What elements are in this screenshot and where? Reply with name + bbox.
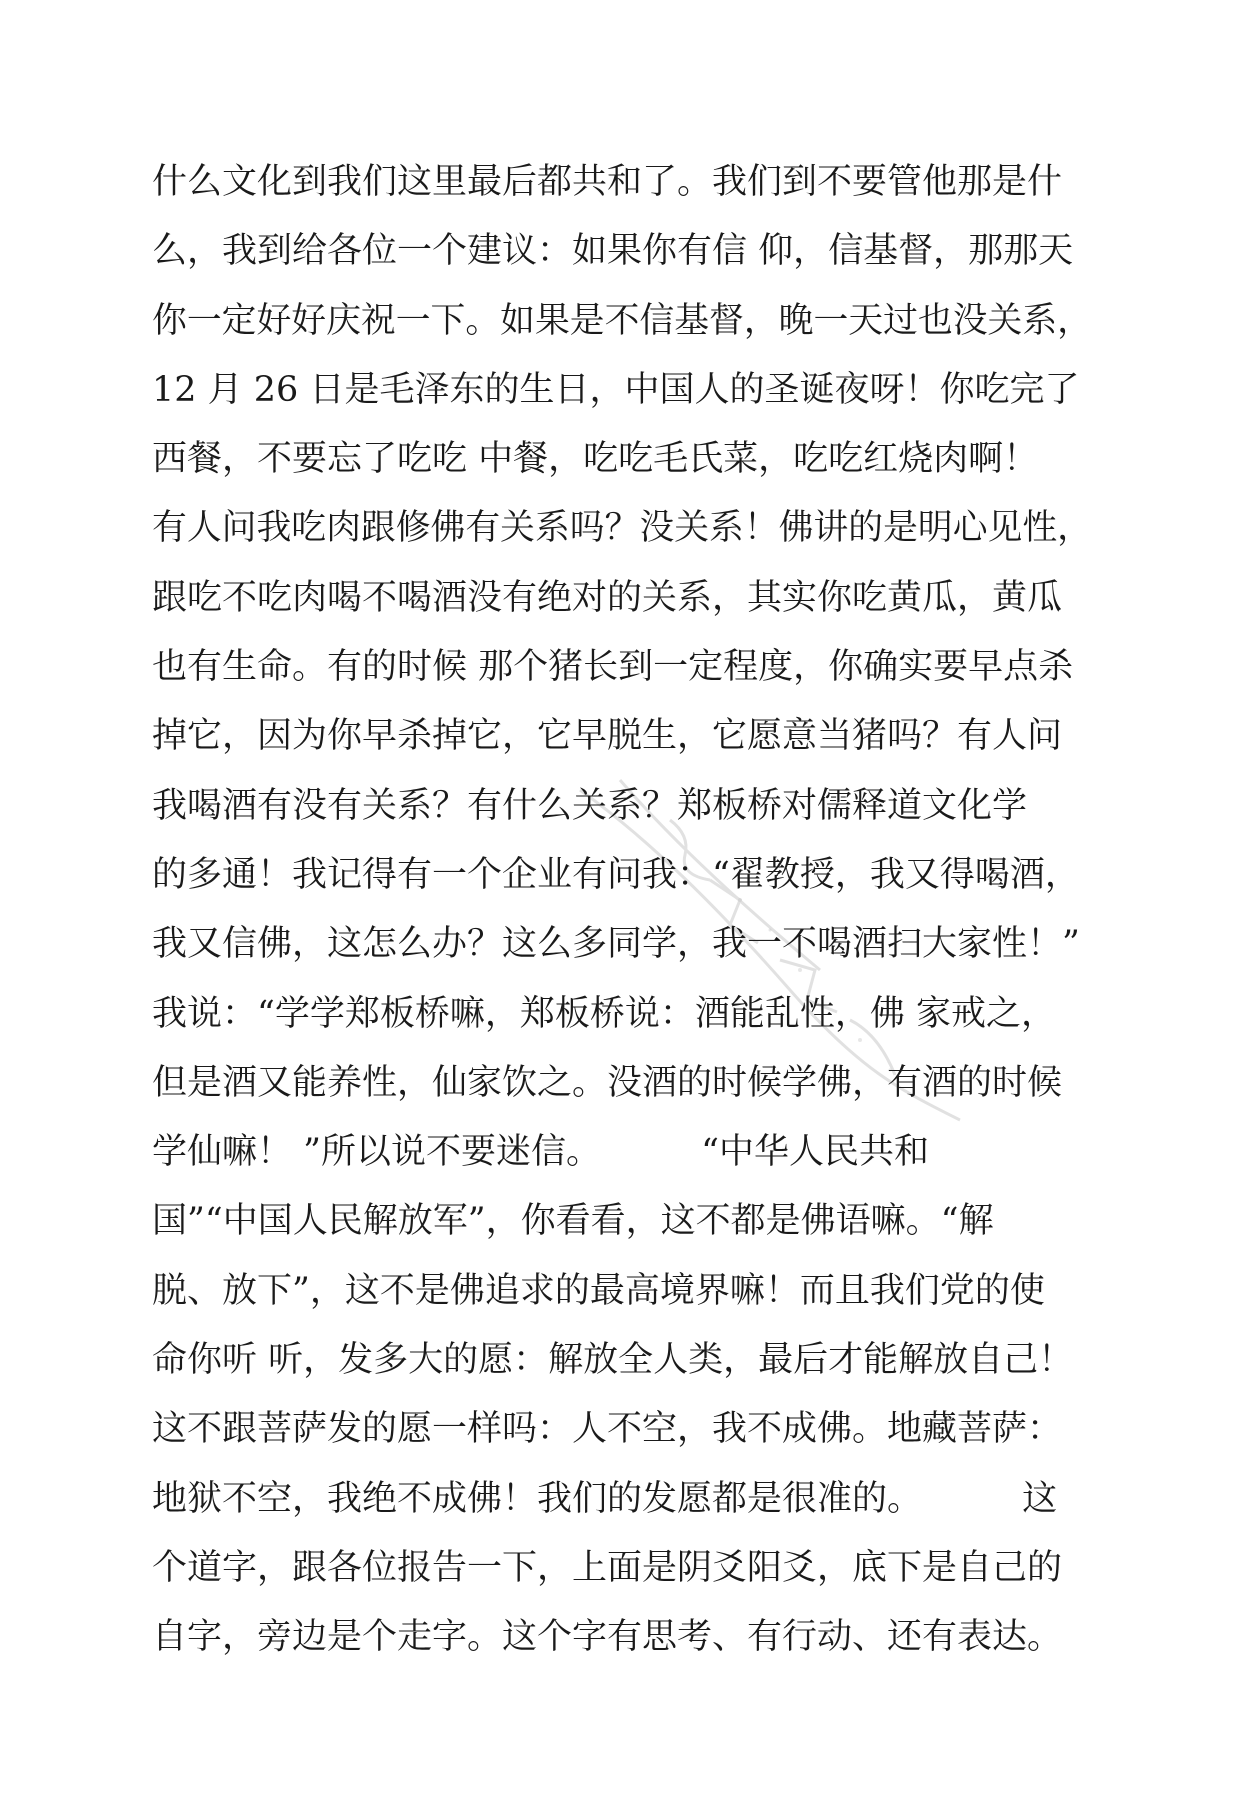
text-line: 这不跟菩萨发的愿一样吗：人不空，我不成佛。地藏菩萨： — [152, 1409, 1063, 1450]
text-line: 什么文化到我们这里最后都共和了。我们到不要管他那是什 — [152, 162, 1063, 202]
text-line: 的多通！我记得有一个企业有问我：“翟教授，我又得喝酒， — [152, 854, 1080, 895]
text-line: 跟吃不吃肉喝不喝酒没有绝对的关系，其实你吃黄瓜，黄瓜 — [152, 577, 1063, 618]
text-line: 你一定好好庆祝一下。如果是不信基督，晚一天过也没关系， — [152, 300, 1093, 341]
text-line: 我喝酒有没有关系？有什么关系？郑板桥对儒释道文化学 — [152, 785, 1028, 826]
text-line: 西餐，不要忘了吃吃 中餐，吃吃毛氏菜，吃吃红烧肉啊！ — [152, 439, 1039, 480]
body-text — [152, 148, 1092, 1673]
text-line: 我说：“学学郑板桥嘛，郑板桥说：酒能乱性，佛 家戒之， — [152, 993, 1057, 1034]
text-line: 命你听 听，发多大的愿：解放全人类，最后才能解放自己！ — [152, 1340, 1074, 1381]
text-line: 但是酒又能养性，仙家饮之。没酒的时候学佛，有酒的时候 — [152, 1062, 1063, 1103]
text-line: 地狱不空，我绝不成佛！我们的发愿都是很准的。 这 — [152, 1478, 1058, 1519]
text-line: 自字，旁边是个走字。这个字有思考、有行动、还有表达。 — [152, 1617, 1063, 1658]
text-line: 学仙嘛！ ”所以说不要迷信。 “中华人民共和 — [152, 1132, 930, 1173]
text-line: 有人问我吃肉跟修佛有关系吗？没关系！佛讲的是明心见性， — [152, 508, 1093, 549]
text-line: 我又信佛，这怎么办？这么多同学，我一不喝酒扫大家性！” — [152, 924, 1080, 965]
text-line: 么，我到给各位一个建议：如果你有信 仰，信基督，那那天 — [152, 231, 1074, 272]
text-line: 个道字，跟各位报告一下，上面是阴爻阳爻，底下是自己的 — [152, 1547, 1063, 1588]
text-line: 国”“中国人民解放军”，你看看，这不都是佛语嘛。“解 — [152, 1201, 994, 1242]
text-line: 掉它，因为你早杀掉它，它早脱生，它愿意当猪吗？有人问 — [152, 716, 1063, 757]
text-line: 脱、放下”，这不是佛追求的最高境界嘛！而且我们党的使 — [152, 1270, 1045, 1311]
text-line: 也有生命。有的时候 那个猪长到一定程度，你确实要早点杀 — [152, 647, 1074, 688]
text-line: 12 月 26 日是毛泽东的生日，中国人的圣诞夜呀！你吃完了 — [152, 369, 1080, 410]
